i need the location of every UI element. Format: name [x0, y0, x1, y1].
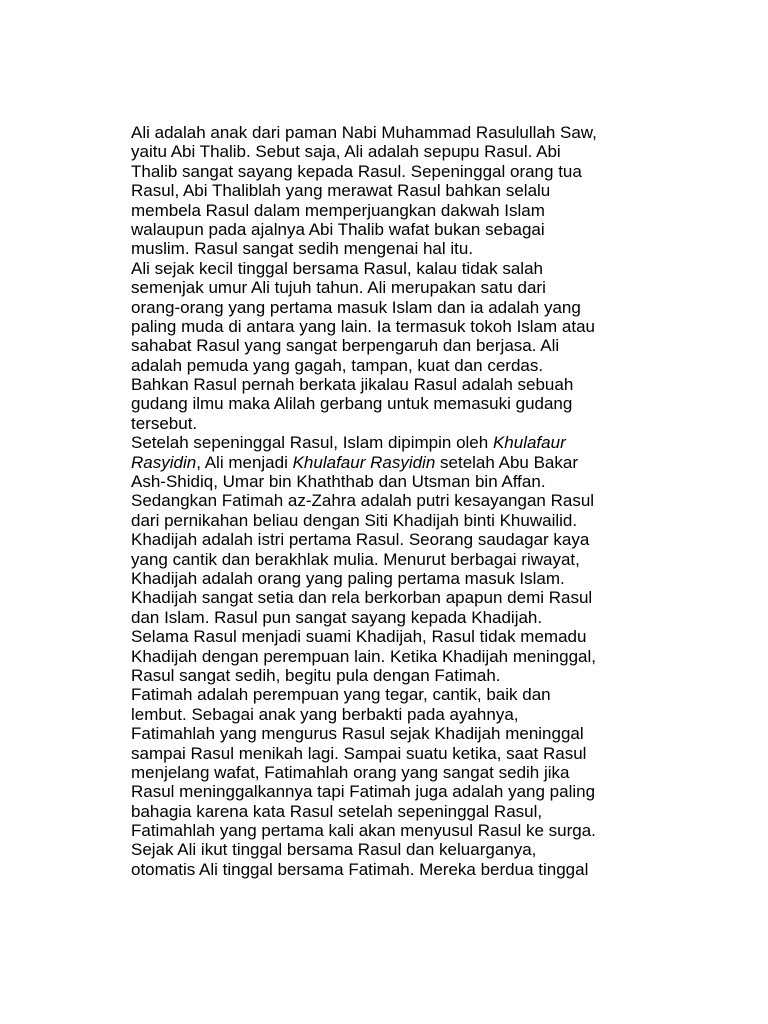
text-line: gudang ilmu maka Alilah gerbang untuk memasuki gudang: [131, 394, 573, 414]
text-line: Fatimahlah yang pertama kali akan menyusul Rasul ke surga.: [131, 821, 596, 841]
text-line: dan Islam. Rasul pun sangat sayang kepada Khadijah.: [131, 607, 543, 627]
text-line: Bahkan Rasul pernah berkata jikalau Rasul adalah sebuah: [131, 375, 574, 395]
text-line: otomatis Ali tinggal bersama Fatimah. Mereka berdua tinggal: [131, 859, 589, 879]
text-line: membela Rasul dalam memperjuangkan dakwah Islam: [131, 200, 545, 220]
italic-term: Khulafaur Rasyidin: [292, 452, 436, 472]
text-line: Rasul, Abi Thaliblah yang merawat Rasul bahkan selalu: [131, 181, 551, 201]
text-line: Setelah sepeninggal Rasul, Islam dipimpin oleh Khulafaur: [131, 433, 566, 453]
text-line: yaitu Abi Thalib. Sebut saja, Ali adalah sepupu Rasul. Abi: [131, 142, 561, 162]
text-line: sampai Rasul menikah lagi. Sampai suatu ketika, saat Rasul: [131, 743, 587, 763]
text-line: Fatimah adalah perempuan yang tegar, cantik, baik dan: [131, 685, 551, 705]
text-line: Fatimahlah yang mengurus Rasul sejak Khadijah meninggal: [131, 724, 584, 744]
text-line: sahabat Rasul yang sangat berpengaruh dan berjasa. Ali: [131, 336, 560, 356]
text-line: muslim. Rasul sangat sedih mengenai hal itu.: [131, 239, 474, 259]
text-line: Ash-Shidiq, Umar bin Khaththab dan Utsman bin Affan.: [131, 472, 546, 492]
text-line: paling muda di antara yang lain. Ia termasuk tokoh Islam atau: [131, 316, 595, 336]
text-line: Sejak Ali ikut tinggal bersama Rasul dan keluarganya,: [131, 840, 537, 860]
text-line: Khadijah sangat setia dan rela berkorban apapun demi Rasul: [131, 588, 593, 608]
text-line: menjelang wafat, Fatimahlah orang yang sangat sedih jika: [131, 762, 570, 782]
text-line: adalah pemuda yang gagah, tampan, kuat dan cerdas.: [131, 355, 544, 375]
text-line: bahagia karena kata Rasul setelah sepeninggal Rasul,: [131, 801, 543, 821]
text-line: Selama Rasul menjadi suami Khadijah, Rasul tidak memadu: [131, 627, 587, 647]
text-line: tersebut.: [131, 413, 198, 433]
body-text: [131, 123, 636, 879]
italic-term: Khulafaur: [492, 433, 566, 453]
text-line: yang cantik dan berakhlak mulia. Menurut berbagai riwayat,: [131, 549, 580, 569]
text-line: Rasyidin, Ali menjadi Khulafaur Rasyidin setelah Abu Bakar: [131, 452, 579, 472]
text-line: Khadijah adalah orang yang paling pertama masuk Islam.: [131, 568, 565, 588]
text-line: Thalib sangat sayang kepada Rasul. Sepeninggal orang tua: [131, 161, 582, 181]
text-line: Sedangkan Fatimah az-Zahra adalah putri kesayangan Rasul: [131, 491, 595, 511]
text-line: dari pernikahan beliau dengan Siti Khadijah binti Khuwailid.: [131, 510, 578, 530]
text-line: Khadijah adalah istri pertama Rasul. Seorang saudagar kaya: [131, 530, 590, 550]
text-line: Ali adalah anak dari paman Nabi Muhammad Rasulullah Saw,: [131, 123, 597, 142]
text-line: orang-orang yang pertama masuk Islam dan ia adalah yang: [131, 297, 581, 317]
text-line: lembut. Sebagai anak yang berbakti pada ayahnya,: [131, 704, 519, 724]
text-line: Rasul sangat sedih, begitu pula dengan Fatimah.: [131, 665, 501, 685]
text-line: Khadijah dengan perempuan lain. Ketika Khadijah meninggal,: [131, 646, 597, 666]
text-line: semenjak umur Ali tujuh tahun. Ali merupakan satu dari: [131, 278, 546, 298]
text-line: walaupun pada ajalnya Abi Thalib wafat bukan sebagai: [131, 219, 545, 239]
text-line: Rasul meninggalkannya tapi Fatimah juga adalah yang paling: [131, 782, 596, 802]
italic-term: Rasyidin: [131, 452, 197, 472]
text-line: Ali sejak kecil tinggal bersama Rasul, kalau tidak salah: [131, 258, 543, 278]
